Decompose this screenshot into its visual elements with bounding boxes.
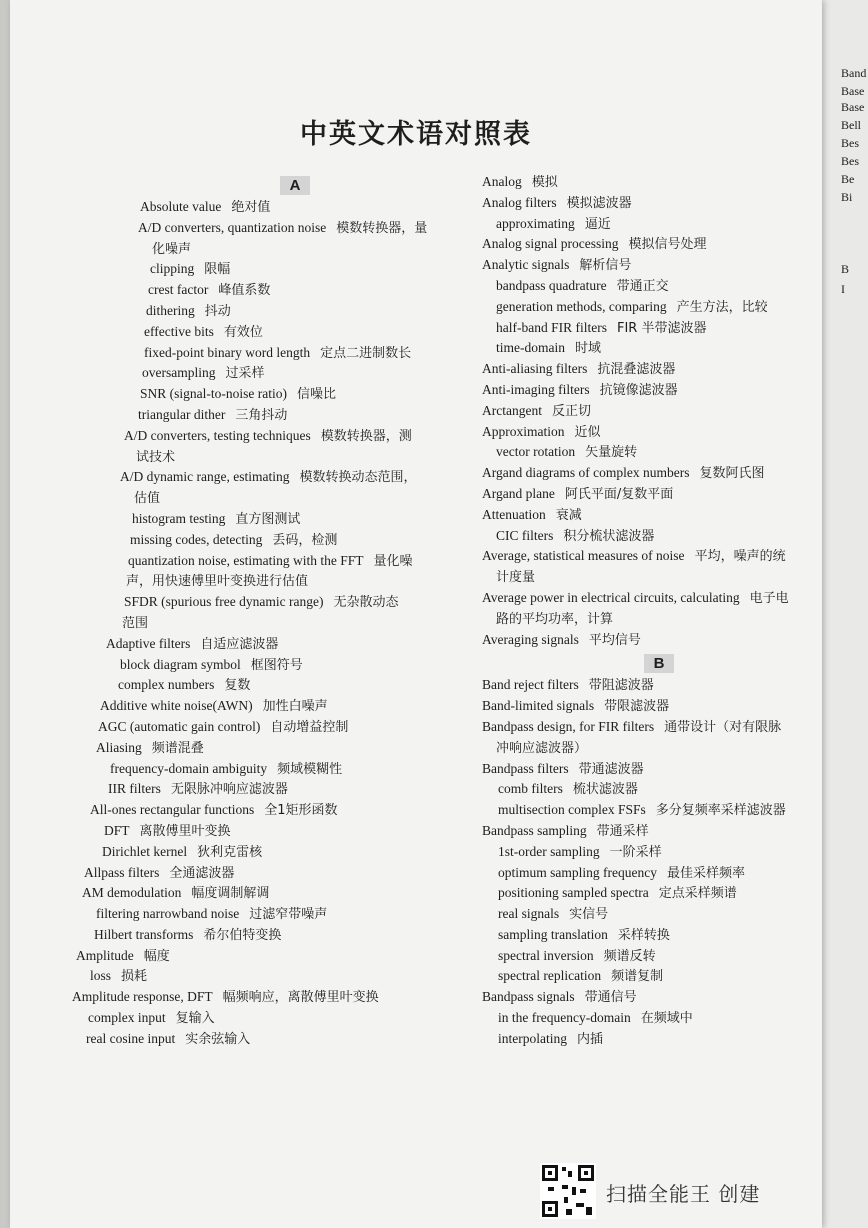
term-chinese: 模拟 xyxy=(531,175,558,190)
glossary-entry xyxy=(62,800,462,821)
term-chinese: 内插 xyxy=(576,1031,603,1047)
term-english: interpolating xyxy=(498,1030,567,1046)
term-chinese: 实信号 xyxy=(569,907,609,923)
term-chinese: 损耗 xyxy=(121,969,148,985)
glossary-entry xyxy=(62,675,462,696)
glossary-entry xyxy=(472,696,822,717)
term-chinese: 幅频响应，离散傅里叶变换 xyxy=(222,990,379,1006)
term-chinese: 路的平均功率，计算 xyxy=(496,611,614,627)
term-english: in the frequency-domain xyxy=(498,1010,631,1026)
glossary-entry xyxy=(62,467,462,488)
term-english: fixed-point binary word length xyxy=(144,344,311,360)
term-english: Amplitude response, DFT xyxy=(72,989,213,1005)
glossary-entry xyxy=(472,442,822,463)
section-letter xyxy=(472,650,822,675)
term-english: oversampling xyxy=(142,365,216,381)
term-english: real signals xyxy=(498,906,560,922)
glossary-column-left xyxy=(62,172,462,1050)
next-page-fragment: B xyxy=(841,262,850,276)
term-chinese: 无杂散动态 xyxy=(333,595,399,611)
term-english: All-ones rectangular functions xyxy=(90,802,255,818)
term-chinese: 全1矩形函数 xyxy=(264,803,338,819)
term-english: real cosine input xyxy=(86,1030,176,1046)
glossary-entry xyxy=(62,863,462,884)
glossary-entry xyxy=(472,1008,822,1029)
glossary-entry xyxy=(472,759,822,780)
term-english: clipping xyxy=(150,261,195,277)
term-chinese: 自动增益控制 xyxy=(270,719,349,735)
glossary-entry xyxy=(62,655,462,676)
glossary-entry xyxy=(62,904,462,925)
term-english: CIC filters xyxy=(496,527,554,543)
glossary-entry xyxy=(62,530,462,551)
glossary-entry xyxy=(62,197,462,218)
term-chinese: 抗镜像滤波器 xyxy=(599,382,678,398)
next-page-fragment: Bes xyxy=(841,136,859,150)
term-english: Arctangent xyxy=(482,402,542,418)
term-chinese: 信噪比 xyxy=(296,387,336,403)
glossary-entry xyxy=(62,301,462,322)
term-english: Approximation xyxy=(482,423,565,439)
term-english: filtering narrowband noise xyxy=(96,906,240,922)
term-chinese: 过滤窄带噪声 xyxy=(249,907,328,923)
term-chinese: 反正切 xyxy=(551,403,591,419)
term-english: Absolute value xyxy=(140,199,222,214)
glossary-entry xyxy=(62,717,462,738)
glossary-entry xyxy=(62,551,462,572)
glossary-entry xyxy=(472,172,822,193)
glossary-entry xyxy=(62,696,462,717)
term-chinese: 模拟滤波器 xyxy=(566,195,632,211)
term-chinese: FIR 半带滤波器 xyxy=(616,320,707,336)
glossary-entry xyxy=(472,546,822,567)
term-chinese: 抖动 xyxy=(204,303,231,319)
glossary-entry xyxy=(472,484,822,505)
glossary-entry xyxy=(472,717,822,738)
glossary-entry xyxy=(472,675,822,696)
term-chinese: 电子电 xyxy=(749,590,789,606)
glossary-entry xyxy=(62,343,462,364)
glossary-entry xyxy=(62,613,462,634)
glossary-entry xyxy=(62,571,462,592)
glossary-entry xyxy=(62,239,462,260)
term-chinese: 频谱反转 xyxy=(603,948,656,964)
glossary-entry xyxy=(62,925,462,946)
term-chinese: 幅度调制解调 xyxy=(191,886,270,902)
term-english: A/D converters, testing techniques xyxy=(124,427,311,443)
next-page-fragment: Base xyxy=(841,100,865,114)
term-english: Bandpass design, for FIR filters xyxy=(482,718,655,734)
glossary-entry xyxy=(62,1029,462,1050)
term-english: A/D dynamic range, estimating xyxy=(120,469,290,485)
term-chinese: 模拟信号处理 xyxy=(628,237,707,253)
term-english: multisection complex FSFs xyxy=(498,802,646,818)
glossary-entry xyxy=(62,259,462,280)
term-english: quantization noise, estimating with the FFT xyxy=(128,552,364,568)
term-english: Bandpass signals xyxy=(482,989,575,1005)
term-chinese: 希尔伯特变换 xyxy=(203,927,282,943)
glossary-entry xyxy=(472,779,822,800)
glossary-entry xyxy=(62,987,462,1008)
glossary-entry xyxy=(472,255,822,276)
glossary-entry xyxy=(62,738,462,759)
term-english: dithering xyxy=(146,302,195,318)
term-chinese: 带通采样 xyxy=(596,823,649,839)
term-chinese: 在频域中 xyxy=(640,1011,693,1027)
term-chinese: 冲响应滤波器） xyxy=(496,740,588,756)
term-english: Analog signal processing xyxy=(482,236,619,252)
glossary-entry xyxy=(472,297,822,318)
term-english: A/D converters, quantization noise xyxy=(138,219,327,235)
glossary-entry xyxy=(62,363,462,384)
term-chinese: 实余弦输入 xyxy=(185,1031,251,1047)
next-page-fragment: Bes xyxy=(841,154,859,168)
glossary-entry xyxy=(62,821,462,842)
term-chinese: 抗混叠滤波器 xyxy=(597,362,676,378)
term-english: Allpass filters xyxy=(84,864,160,880)
term-chinese: 加性白噪声 xyxy=(262,699,328,715)
term-chinese: 直方图测试 xyxy=(235,511,301,527)
glossary-entry xyxy=(472,338,822,359)
term-english: time-domain xyxy=(496,340,565,356)
glossary-entry xyxy=(472,966,822,987)
term-english: complex input xyxy=(88,1010,166,1026)
term-chinese: 有效位 xyxy=(223,324,263,340)
glossary-entry xyxy=(472,738,822,759)
glossary-entry xyxy=(62,592,462,613)
glossary-entry xyxy=(472,526,822,547)
term-english: Average power in electrical circuits, calculating xyxy=(482,589,740,605)
term-chinese: 时域 xyxy=(574,341,601,357)
term-chinese: 峰值系数 xyxy=(218,283,271,299)
term-chinese: 离散傅里叶变换 xyxy=(139,823,231,839)
term-english: AM demodulation xyxy=(82,885,182,901)
glossary-entry xyxy=(472,987,822,1008)
watermark-text: 扫描全能王 创建 xyxy=(606,1182,761,1206)
term-chinese: 带限滤波器 xyxy=(604,699,670,715)
next-page-fragment: Bell xyxy=(841,118,861,132)
glossary-entry xyxy=(472,630,822,651)
term-chinese: 绝对值 xyxy=(231,200,271,215)
term-chinese: 范围 xyxy=(122,615,149,631)
term-chinese: 带通正交 xyxy=(616,278,669,294)
term-english: Averaging signals xyxy=(482,631,579,647)
term-chinese: 带通信号 xyxy=(584,990,637,1006)
term-english: Band reject filters xyxy=(482,677,579,693)
term-english: SNR (signal-to-noise ratio) xyxy=(140,386,287,402)
term-chinese: 全通滤波器 xyxy=(169,865,235,881)
glossary-entry xyxy=(472,505,822,526)
term-english: bandpass quadrature xyxy=(496,277,607,293)
term-english: generation methods, comparing xyxy=(496,298,667,314)
term-chinese: 多分复频率采样滤波器 xyxy=(655,803,786,819)
glossary-entry xyxy=(472,925,822,946)
term-english: Anti-aliasing filters xyxy=(482,361,588,377)
term-english: Analog filters xyxy=(482,194,557,210)
next-page-fragment: Band xyxy=(841,66,867,80)
term-chinese: 复数阿氏图 xyxy=(699,466,765,482)
term-english: half-band FIR filters xyxy=(496,319,607,335)
glossary-entry xyxy=(62,759,462,780)
term-chinese: 定点二进制数长 xyxy=(320,345,412,361)
term-english: loss xyxy=(90,968,112,984)
glossary-entry xyxy=(62,384,462,405)
term-chinese: 通带设计（对有限脉 xyxy=(664,719,782,735)
term-english: crest factor xyxy=(148,282,209,298)
term-chinese: 一阶采样 xyxy=(609,844,662,860)
term-english: optimum sampling frequency xyxy=(498,864,657,880)
term-english: complex numbers xyxy=(118,677,215,693)
term-chinese: 声，用快速傅里叶变换进行估值 xyxy=(126,574,309,590)
glossary-entry xyxy=(472,463,822,484)
term-chinese: 复输入 xyxy=(175,1011,215,1027)
term-english: missing codes, detecting xyxy=(130,531,263,547)
glossary-entry xyxy=(472,359,822,380)
term-chinese: 狄利克雷核 xyxy=(197,844,263,860)
term-english: spectral inversion xyxy=(498,947,594,963)
glossary-entry xyxy=(62,842,462,863)
term-english: triangular dither xyxy=(138,406,226,422)
term-chinese: 模数转换器，量 xyxy=(336,220,428,236)
glossary-entry xyxy=(62,883,462,904)
glossary-entry xyxy=(62,447,462,468)
glossary-entry xyxy=(472,800,822,821)
term-english: Argand plane xyxy=(482,485,555,501)
glossary-column-right xyxy=(472,172,822,1050)
term-english: DFT xyxy=(104,822,130,838)
glossary-entry xyxy=(472,946,822,967)
next-page-fragment: Be xyxy=(841,172,855,186)
term-chinese: 衰减 xyxy=(555,507,582,523)
term-chinese: 阿氏平面/复数平面 xyxy=(564,486,674,502)
term-english: Hilbert transforms xyxy=(94,926,194,942)
term-english: AGC (automatic gain control) xyxy=(98,718,261,734)
term-english: Adaptive filters xyxy=(106,635,191,651)
glossary-entry xyxy=(472,863,822,884)
term-english: spectral replication xyxy=(498,968,602,984)
term-chinese: 模数转换器，测 xyxy=(320,428,412,444)
glossary-entry xyxy=(472,1029,822,1050)
term-english: frequency-domain ambiguity xyxy=(110,760,268,776)
glossary-entry xyxy=(472,883,822,904)
term-chinese: 平均，噪声的统 xyxy=(694,549,786,565)
qr-code-icon xyxy=(540,1163,596,1219)
term-english: SFDR (spurious free dynamic range) xyxy=(124,594,324,610)
term-english: approximating xyxy=(496,215,575,231)
page-title: 中英文术语对照表 xyxy=(300,119,532,150)
term-english: histogram testing xyxy=(132,510,226,526)
term-chinese: 解析信号 xyxy=(579,258,632,274)
term-chinese: 频谱混叠 xyxy=(151,740,204,756)
term-chinese: 积分梳状滤波器 xyxy=(563,528,655,544)
glossary-entry xyxy=(472,193,822,214)
term-chinese: 量化噪 xyxy=(373,553,413,569)
glossary-entry xyxy=(472,821,822,842)
document-page xyxy=(10,0,822,1228)
glossary-entry xyxy=(472,234,822,255)
section-letter xyxy=(62,172,462,197)
term-english: Argand diagrams of complex numbers xyxy=(482,465,690,481)
next-page-fragment: Base xyxy=(841,84,865,98)
term-english: Amplitude xyxy=(76,947,134,963)
term-chinese: 自适应滤波器 xyxy=(200,636,279,652)
glossary-entry xyxy=(472,567,822,588)
term-chinese: 过采样 xyxy=(225,366,265,382)
glossary-entry xyxy=(62,218,462,239)
term-chinese: 定点采样频谱 xyxy=(658,886,737,902)
term-chinese: 平均信号 xyxy=(588,632,641,648)
term-english: comb filters xyxy=(498,781,563,797)
term-english: Aliasing xyxy=(96,739,142,755)
term-chinese: 试技术 xyxy=(136,449,176,465)
glossary-entry xyxy=(62,946,462,967)
glossary-entry xyxy=(472,276,822,297)
glossary-entry xyxy=(62,509,462,530)
term-english: effective bits xyxy=(144,323,214,339)
glossary-entry xyxy=(472,842,822,863)
term-chinese: 频域模糊性 xyxy=(277,761,343,777)
glossary-entry xyxy=(472,401,822,422)
glossary-entry xyxy=(472,588,822,609)
term-chinese: 最佳采样频率 xyxy=(666,865,745,881)
term-english: Analytic signals xyxy=(482,257,570,273)
term-english: Anti-imaging filters xyxy=(482,381,590,397)
term-chinese: 频谱复制 xyxy=(611,969,664,985)
glossary-entry xyxy=(62,1008,462,1029)
next-page-fragment: Bi xyxy=(841,190,853,204)
term-chinese: 矢量旋转 xyxy=(585,445,638,461)
term-chinese: 梳状滤波器 xyxy=(572,782,638,798)
term-english: block diagram symbol xyxy=(120,656,241,672)
term-english: vector rotation xyxy=(496,444,576,460)
term-english: 1st-order sampling xyxy=(498,843,600,859)
term-english: Additive white noise(AWN) xyxy=(100,698,253,714)
term-chinese: 无限脉冲响应滤波器 xyxy=(170,782,288,798)
glossary-entry xyxy=(62,779,462,800)
term-english: Band-limited signals xyxy=(482,698,595,714)
term-chinese: 产生方法，比较 xyxy=(676,299,768,315)
term-chinese: 三角抖动 xyxy=(235,407,288,423)
term-chinese: 化噪声 xyxy=(152,241,192,257)
glossary-entry xyxy=(62,405,462,426)
term-chinese: 丢码，检测 xyxy=(272,532,338,548)
section-letter-label: A xyxy=(280,176,310,195)
glossary-entry xyxy=(62,488,462,509)
term-english: Bandpass filters xyxy=(482,760,569,776)
term-english: Analog xyxy=(482,174,522,189)
term-chinese: 计度量 xyxy=(496,570,536,586)
glossary-entry xyxy=(62,634,462,655)
term-english: Dirichlet kernel xyxy=(102,843,188,859)
term-english: Average, statistical measures of noise xyxy=(482,548,685,564)
term-english: Bandpass sampling xyxy=(482,822,587,838)
term-chinese: 估值 xyxy=(134,491,161,507)
term-chinese: 带阻滤波器 xyxy=(588,678,654,694)
term-chinese: 幅度 xyxy=(143,948,170,964)
glossary-entry xyxy=(62,966,462,987)
next-page-fragment: I xyxy=(841,282,845,296)
term-chinese: 框图符号 xyxy=(250,657,303,673)
glossary-entry xyxy=(472,318,822,339)
term-chinese: 限幅 xyxy=(204,262,231,278)
glossary-entry xyxy=(472,380,822,401)
term-chinese: 模数转换动态范围， xyxy=(299,470,417,486)
term-english: sampling translation xyxy=(498,926,608,942)
term-english: Attenuation xyxy=(482,506,546,522)
term-chinese: 带通滤波器 xyxy=(578,761,644,777)
glossary-entry xyxy=(472,609,822,630)
term-chinese: 复数 xyxy=(224,678,251,694)
glossary-entry xyxy=(472,214,822,235)
term-english: positioning sampled spectra xyxy=(498,885,649,901)
glossary-entry xyxy=(62,426,462,447)
section-letter-label: B xyxy=(644,654,674,673)
term-chinese: 逼近 xyxy=(584,216,611,232)
glossary-entry xyxy=(472,422,822,443)
term-chinese: 近似 xyxy=(574,424,601,440)
term-chinese: 采样转换 xyxy=(617,927,670,943)
glossary-entry xyxy=(472,904,822,925)
glossary-entry xyxy=(62,280,462,301)
glossary-entry xyxy=(62,322,462,343)
term-english: IIR filters xyxy=(108,781,161,797)
